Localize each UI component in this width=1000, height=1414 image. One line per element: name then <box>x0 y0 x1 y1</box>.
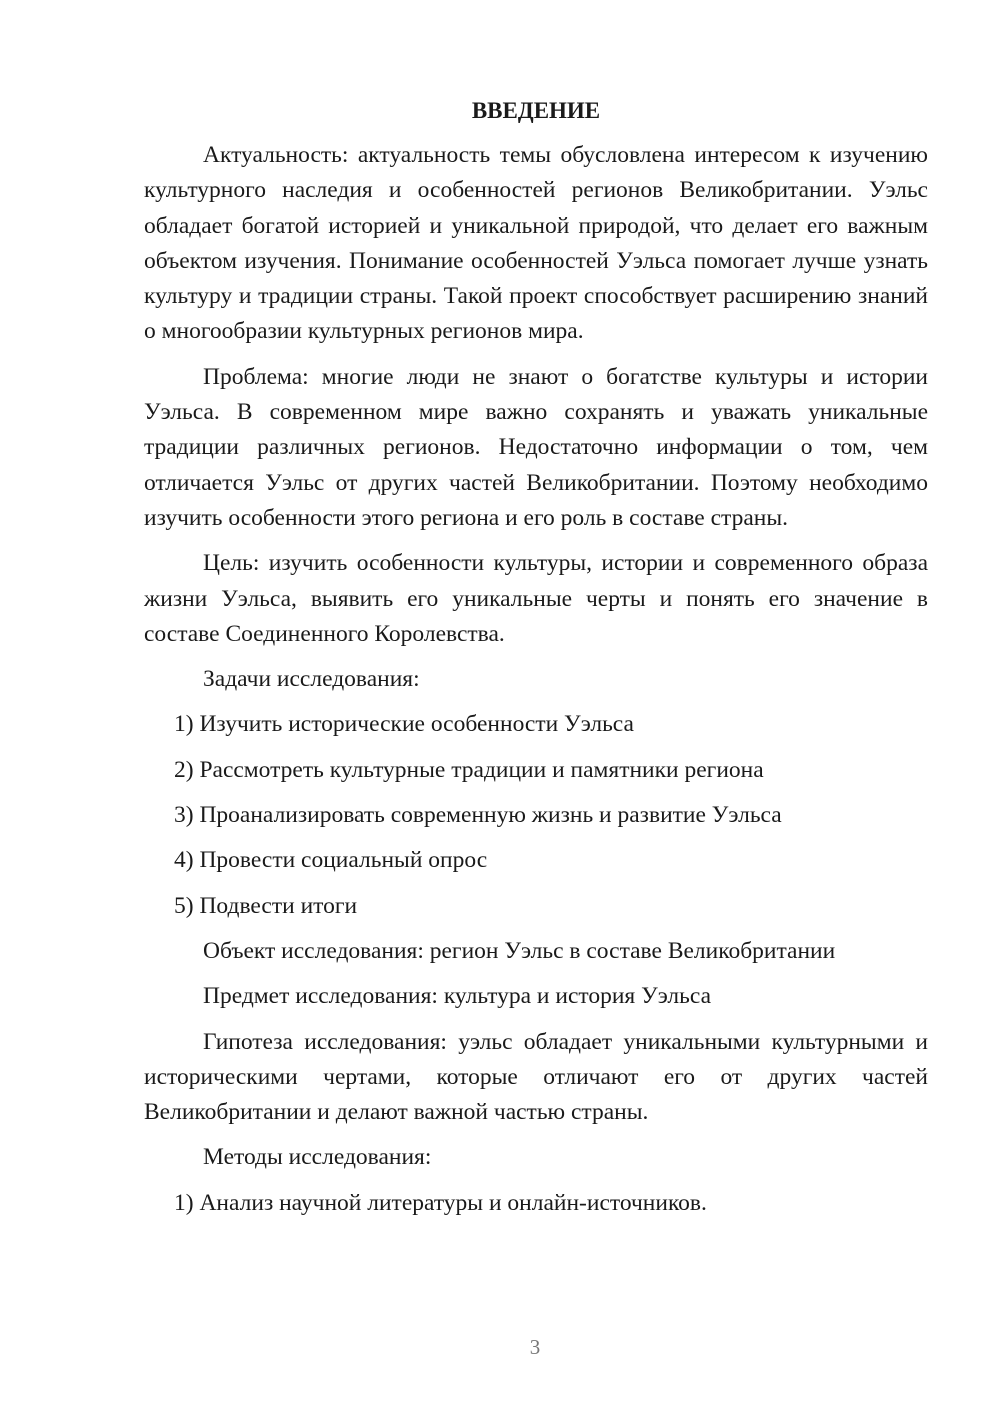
task-item: 1) Изучить исторические особенности Уэльса <box>174 711 634 738</box>
task-item: 2) Рассмотреть культурные традиции и памятники региона <box>174 756 764 783</box>
problem-paragraph: Проблема: многие люди не знают о богатстве культуры и истории Уэльса. В современном мире важно сохранять и уважать уникальные традиции различных регионов. Недостаточно информации о том, чем отличается Уэльс от других частей Великобритании. Поэтому необходимо изучить особенности этого региона и его роль в составе страны. <box>144 363 928 531</box>
tasks-title: Задачи исследования: <box>203 666 420 693</box>
hypothesis-paragraph: Гипотеза исследования: уэльс обладает уникальными культурными и историческими чертами, которые отличают его от других частей Великобритании и делают важной частью страны. <box>144 1028 928 1126</box>
section-heading: ВВЕДЕНИЕ <box>471 98 601 123</box>
research-object: Объект исследования: регион Уэльс в составе Великобритании <box>203 937 836 964</box>
page-number: 3 <box>529 1335 541 1359</box>
task-item: 3) Проанализировать современную жизнь и развитие Уэльса <box>174 802 782 829</box>
method-item: 1) Анализ научной литературы и онлайн-источников. <box>174 1189 707 1216</box>
page-content <box>144 96 928 1231</box>
research-subject: Предмет исследования: культура и история Уэльса <box>203 983 712 1010</box>
task-item: 5) Подвести итоги <box>174 892 358 919</box>
methods-list <box>144 1186 928 1221</box>
methods-title: Методы исследования: <box>203 1144 432 1171</box>
task-item: 4) Провести социальный опрос <box>174 847 488 874</box>
goal-paragraph: Цель: изучить особенности культуры, истории и современного образа жизни Уэльса, выявить его уникальные черты и понять его значение в составе Соединенного Королевства. <box>144 550 928 647</box>
tasks-list <box>144 707 928 923</box>
relevance-paragraph: Актуальность: актуальность темы обусловлена интересом к изучению культурного наследия и особенностей регионов Великобритании. Уэльс обладает богатой историей и уникальной природой, что делает его важным объектом изучения. Понимание особенностей Уэльса помогает лучше узнать культуру и традиции страны. Такой проект способствует расширению знаний о многообразии культурных регионов мира. <box>144 142 928 345</box>
